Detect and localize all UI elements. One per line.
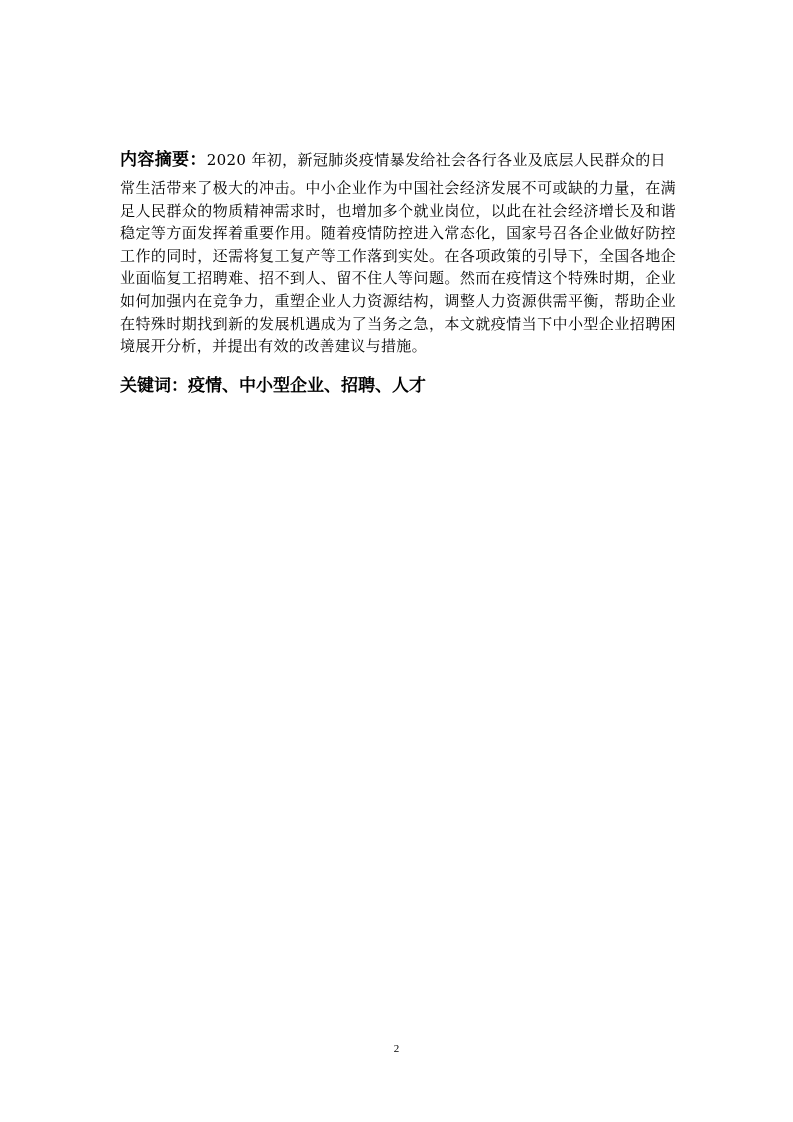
abstract-first-line bbox=[120, 147, 676, 173]
abstract-label: 内容摘要： bbox=[120, 150, 207, 170]
abstract-body: 常生活带来了极大的冲击。中小企业作为中国社会经济发展不可或缺的力量，在满足人民群众的物质精神需求时，也增加多个就业岗位，以此在社会经济增长及和谐稳定等方面发挥着重要作用。随着疫情防控进入常态化，国家号召各企业做好防控工作的同时，还需将复工复产等工作落到实处。在各项政策的引导下，全国各地企业面临复工招聘难、招不到人、留不住人等问题。然而在疫情这个特殊时期，企业如何加强内在竞争力，重塑企业人力资源结构，调整人力资源供需平衡，帮助企业在特殊时期找到新的发展机遇成为了当务之急，本文就疫情当下中小型企业招聘困境展开分析，并提出有效的改善建议与措施。 bbox=[120, 179, 676, 356]
keywords-line: 关键词：疫情、中小型企业、招聘、人才 bbox=[120, 376, 426, 396]
abstract-first-text: 2020 年初，新冠肺炎疫情暴发给社会各行各业及底层人民群众的日 bbox=[206, 151, 666, 169]
abstract-section bbox=[120, 147, 676, 358]
page-number: 2 bbox=[393, 1043, 400, 1055]
